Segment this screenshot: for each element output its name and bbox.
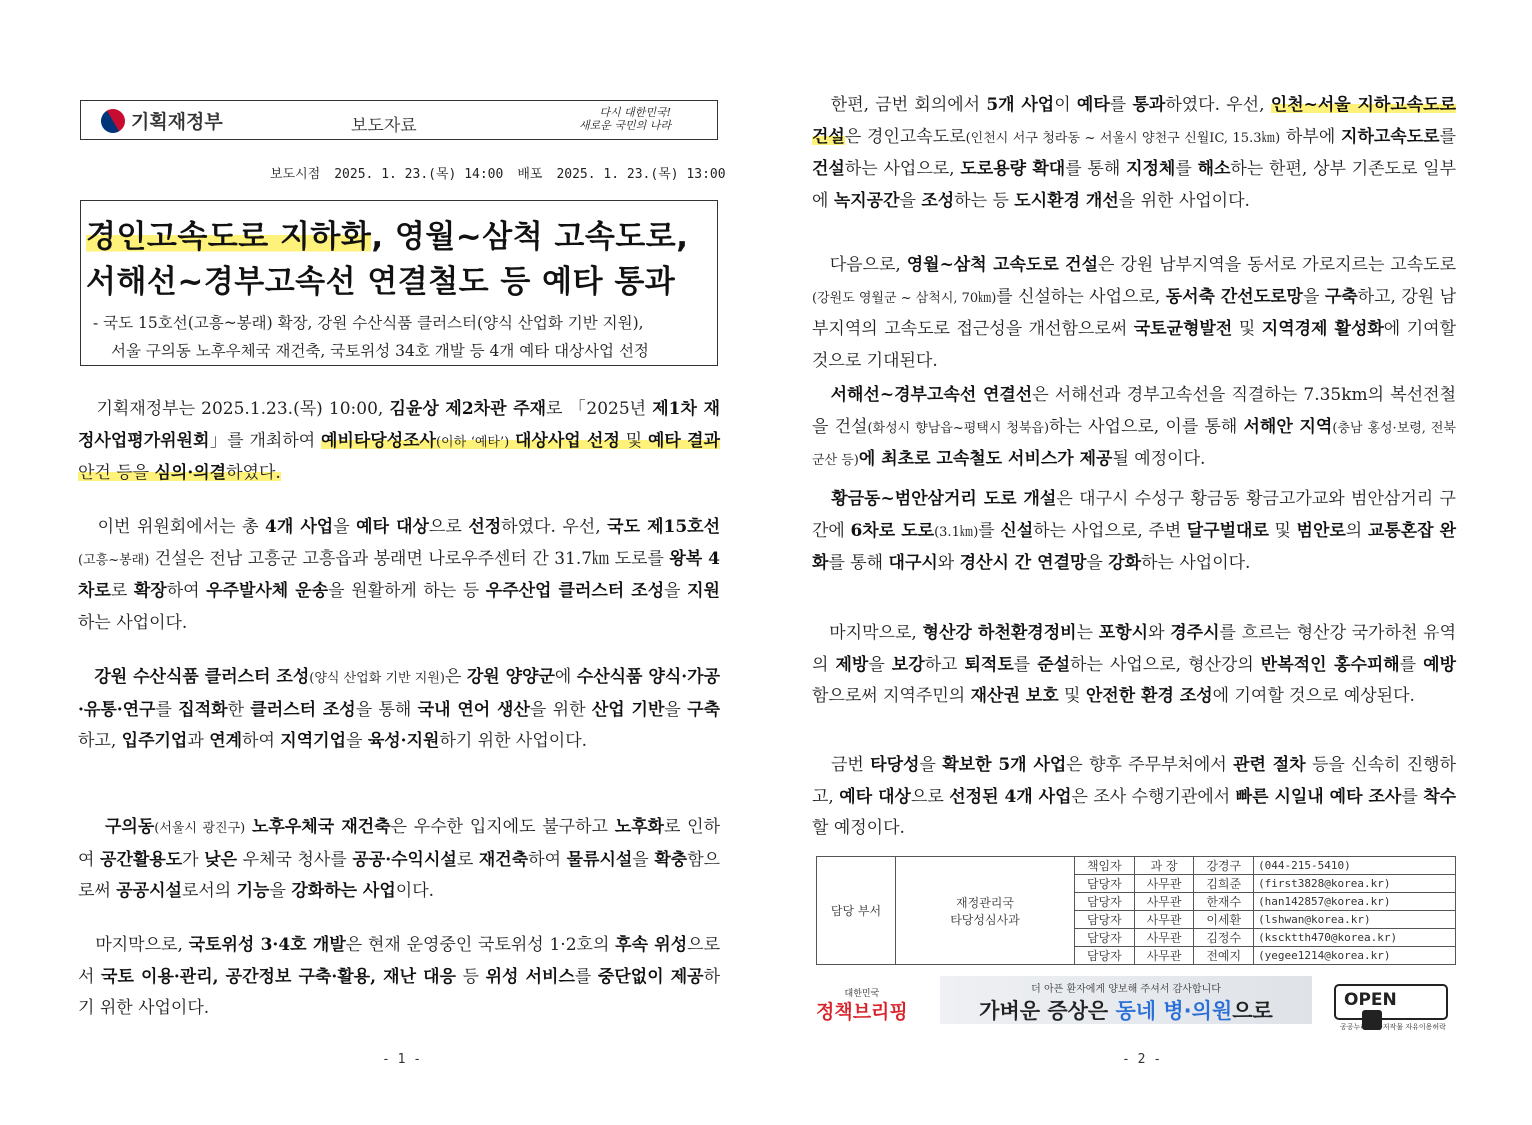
press-header <box>80 100 718 140</box>
subtitle-line-1: - 국도 15호선(고흥~봉래) 확장, 강원 수산식품 클러스터(양식 산업화 기반 지원), <box>93 314 644 332</box>
paragraph: 기획재정부는 2025.1.23.(목) 10:00, 김윤상 제2차관 주재로 「2025년 제1차 재정사업평가위원회」를 개최하여 예비타당성조사(이하 ‘예타’) 대상사업 선정 및 예타 결과 안건 등을 심의·의결하였다. <box>78 399 721 483</box>
table-row: 담당자 사무관 이세환 (lshwan@korea.kr) <box>817 911 1456 929</box>
paragraph: 강원 수산식품 클러스터 조성(양식 산업화 기반 지원)은 강원 양양군에 수산식품 양식·가공·유통·연구를 집적화한 클러스터 조성을 통해 국내 연어 생산을 위한 산업 기반을 구축하고, 입주기업과 연계하여 지역기업을 육성·지원하기 위한 사업이다. <box>78 667 721 751</box>
dept-name: 재정관리국 타당성심사과 <box>896 857 1075 965</box>
headline-line-2: 서해선~경부고속선 연결철도 등 예타 통과 <box>86 264 676 300</box>
dept-label: 담당 부서 <box>817 857 896 965</box>
release-dates: 보도시점 2025. 1. 23.(목) 14:00 배포 2025. 1. 23.(목) 13:00 <box>270 167 726 182</box>
subtitle-line-2: 서울 구의동 노후우체국 재건축, 국토위성 34호 개발 등 4개 예타 대상사업 선정 <box>111 342 649 360</box>
ministry-logo: 기획재정부 <box>101 107 223 134</box>
paragraph: 한편, 금번 회의에서 5개 사업이 예타를 통과하였다. 우선, 인천~서울 지하고속도로 건설은 경인고속도로(인천시 서구 청라동 ~ 서울시 양천구 신월IC, 15.3㎞) 하부에 지하고속도로를 건설하는 사업으로, 도로용량 확대를 통해 지정체를 해소하는 한편, 상부 기존도로 일부에 녹지공간을 조성하는 등 도시환경 개선을 위한 사업이다. <box>812 95 1457 211</box>
doc-type: 보도자료 <box>351 116 417 136</box>
slogan: 다시 대한민국! 새로운 국민의 나라 <box>578 106 671 132</box>
kogl-open-badge: OPEN 공공누리 공공저작물 자유이용허락 <box>1334 984 1448 1020</box>
page-number: - 2 - <box>1122 1052 1162 1067</box>
contact-table <box>816 856 1456 965</box>
paragraph: 마지막으로, 국토위성 3·4호 개발은 현재 운영중인 국토위성 1·2호의 후속 위성으로서 국토 이용·관리, 공간정보 구축·활용, 재난 대응 등 위성 서비스를 중단없이 제공하기 위한 사업이다. <box>78 935 721 1018</box>
campaign-banner: 더 아픈 환자에게 양보해 주셔서 감사합니다 가벼운 증상은 동네 병·의원으로 <box>940 976 1312 1024</box>
table-row: 담당자 사무관 전예지 (yegee1214@korea.kr) <box>817 947 1456 965</box>
paragraph: 다음으로, 영월~삼척 고속도로 건설은 강원 남부지역을 동서로 가로지르는 고속도로(강원도 영월군 ~ 삼척시, 70㎞)를 신설하는 사업으로, 동서축 간선도로망을 구축하고, 강원 남부지역의 고속도로 접근성을 개선함으로써 국토균형발전 및 지역경제 활성화에 기여할 것으로 기대된다. <box>812 255 1457 371</box>
table-row: 담당 부서 재정관리국 타당성심사과 책임자 과 장 강경구 (044-215-5410) <box>817 857 1456 875</box>
paragraph: 마지막으로, 형산강 하천환경정비는 포항시와 경주시를 흐르는 형산강 국가하천 유역의 제방을 보강하고 퇴적토를 준설하는 사업으로, 형산강의 반복적인 홍수피해를 예방함으로써 지역주민의 재산권 보호 및 안전한 환경 조성에 기여할 것으로 예상된다. <box>812 623 1457 706</box>
table-row: 담당자 사무관 한재수 (han142857@korea.kr) <box>817 893 1456 911</box>
paragraph: 서해선~경부고속선 연결선은 서해선과 경부고속선을 직결하는 7.35km의 복선전철을 건설(화성시 향남읍~평택시 청북읍)하는 사업으로, 이를 통해 서해안 지역(충남 홍성·보령, 전북 군산 등)에 최초로 고속철도 서비스가 제공될 예정이다. <box>812 385 1456 469</box>
paragraph: 황금동~범안삼거리 도로 개설은 대구시 수성구 황금동 황금고가교와 범안삼거리 구간에 6차로 도로(3.1㎞)를 신설하는 사업으로, 주변 달구벌대로 및 범안로의 교통혼잡 완화를 통해 대구시와 경산시 간 연결망을 강화하는 사업이다. <box>812 489 1457 573</box>
paragraph: 금번 타당성을 확보한 5개 사업은 향후 주무부처에서 관련 절차 등을 신속히 진행하고, 예타 대상으로 선정된 4개 사업은 조사 수행기관에서 빠른 시일내 예타 조사를 착수할 예정이다. <box>812 755 1457 838</box>
headline-line-1: 경인고속도로 지하화, 영월~삼척 고속도로, <box>86 219 689 255</box>
table-row: 담당자 사무관 김정수 (kscktth470@korea.kr) <box>817 929 1456 947</box>
policy-briefing-logo: 대한민국 정책브리핑 <box>816 989 908 1023</box>
page-number: - 1 - <box>382 1052 422 1067</box>
paragraph: 이번 위원회에서는 총 4개 사업을 예타 대상으로 선정하였다. 우선, 국도 제15호선(고흥~봉래) 건설은 전남 고흥군 고흥읍과 봉래면 나로우주센터 간 31.7㎞ 도로를 왕복 4차로로 확장하여 우주발사체 운송을 원활하게 하는 등 우주산업 클러스터 조성을 지원하는 사업이다. <box>78 517 720 633</box>
taegeuk-icon <box>97 104 130 137</box>
headline-box <box>80 200 718 366</box>
table-row: 담당자 사무관 김희준 (first3828@korea.kr) <box>817 875 1456 893</box>
paragraph: 구의동(서울시 광진구) 노후우체국 재건축은 우수한 입지에도 불구하고 노후화로 인하여 공간활용도가 낮은 우체국 청사를 공공·수익시설로 재건축하여 물류시설을 확충함으로써 공공시설로서의 기능을 강화하는 사업이다. <box>78 817 721 901</box>
